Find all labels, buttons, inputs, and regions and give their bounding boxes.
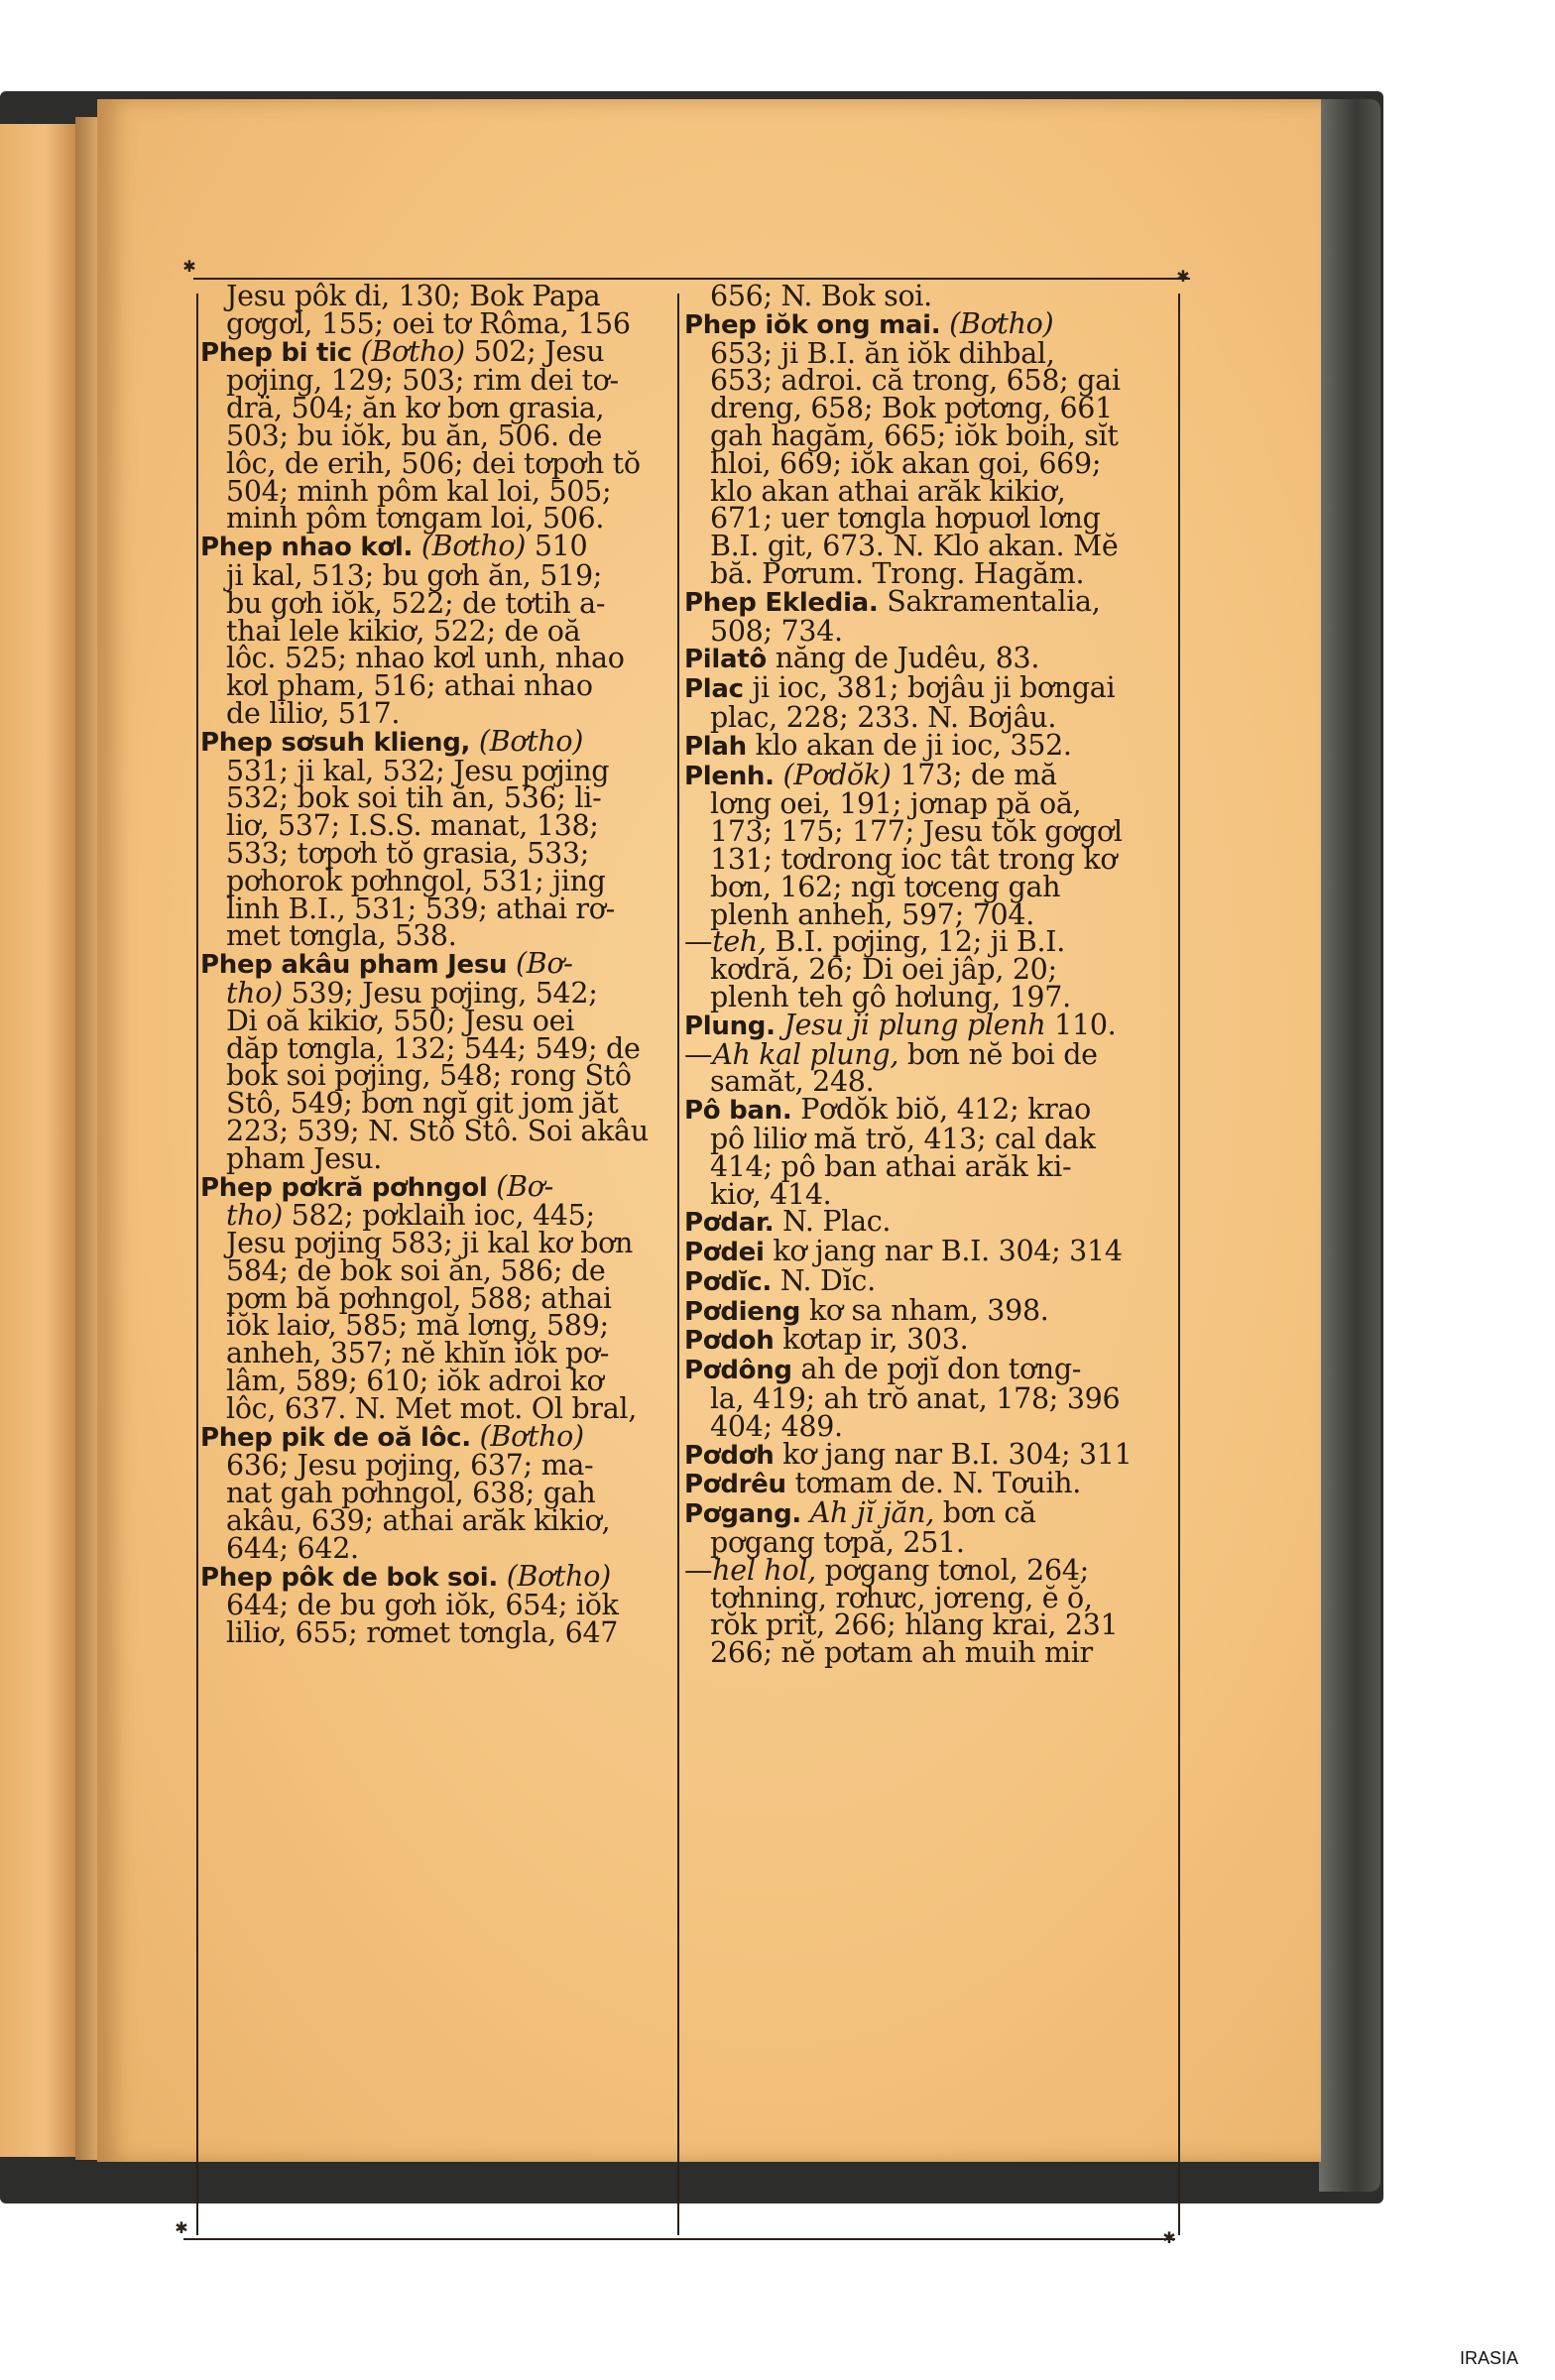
index-entry-line [200, 1477, 674, 1510]
entry-text: pơm bă pơhngol, 588; athai [226, 1281, 612, 1315]
entry-text: Jesu pôk di, 130; Bok Papa [226, 280, 601, 312]
italic-gloss: tho) [226, 976, 283, 1010]
italic-gloss: (Bơtho) [478, 724, 584, 758]
index-entry-line [684, 1382, 1176, 1416]
index-entry-line [684, 556, 1176, 590]
index-entry-line [200, 1337, 674, 1370]
entry-text: akâu, 639; athai arăk kikiơ, [226, 1504, 611, 1538]
index-entry-line [200, 1253, 674, 1287]
index-entry-line [200, 1087, 674, 1121]
index-entry-headword-line [200, 1559, 674, 1593]
entry-text: pơhorok pơhngol, 531; jing [226, 864, 606, 897]
index-entry-line [200, 1365, 674, 1398]
entry-text: tơhning, rơhưc, jơreng, ĕ ŏ, [710, 1581, 1093, 1614]
index-entry-line [200, 1616, 674, 1650]
italic-gloss: (Bơtho) [479, 1419, 584, 1453]
headword: Plenh. [684, 761, 775, 791]
index-entry-line [200, 781, 674, 815]
entry-text: klo akan athai arăk kikiơ, [710, 474, 1066, 508]
entry-text: thai lele kikiơ, 522; de oă [226, 614, 581, 648]
entry-text: pơgang tơpă, 251. [710, 1526, 965, 1560]
index-entry-headword-line [684, 1093, 1176, 1127]
entry-text: 404; 489. [710, 1409, 843, 1443]
entry-text: 110. [1045, 1008, 1117, 1041]
entry-text: dreng, 658; Bok pơtơng, 661 [710, 392, 1113, 425]
index-entry-line [200, 1199, 674, 1233]
index-entry-line [200, 586, 674, 620]
entry-text: lâm, 589; 610; iŏk adroi kơ [226, 1365, 604, 1398]
index-entry-line [200, 809, 674, 843]
index-entry-line [684, 815, 1176, 849]
entry-text: pơgang tơnol, 264; [815, 1553, 1089, 1587]
index-entry-line [200, 364, 674, 398]
entry-text: kơdră, 26; Di oei jâp, 20; [710, 953, 1057, 987]
index-entry-headword-line [684, 1008, 1176, 1041]
headword: Phep Ekledia. [684, 587, 879, 618]
index-entry-headword-line [684, 306, 1176, 340]
headword: Pơdieng [684, 1296, 801, 1327]
index-entry-headword-line [200, 1419, 674, 1453]
right-rule [1178, 294, 1180, 2235]
entry-text: 173; 175; 177; Jesu tŏk gơgơl [710, 815, 1123, 849]
index-entry-headword-line [200, 530, 674, 563]
index-entry-line [200, 502, 674, 536]
entry-text: 653; ji B.I. ăn iŏk dihbal, [710, 336, 1055, 370]
entry-text: ah de pơjĭ don tơng- [800, 1353, 1082, 1386]
headword: Pơdông [684, 1356, 792, 1386]
index-entry-headword-line [684, 1205, 1176, 1239]
corner-ornament-icon: ✱ [1162, 2228, 1176, 2247]
entry-text: 656; N. Bok soi. [710, 280, 932, 312]
index-entry-line [200, 1031, 674, 1065]
entry-text: bơn că [934, 1496, 1036, 1530]
entry-text: met tơngla, 538. [226, 919, 457, 953]
entry-text: liơ, 537; I.S.S. manat, 138; [226, 809, 599, 843]
index-entry-line [200, 892, 674, 925]
headword: Phep pôk de bok soi. [200, 1562, 498, 1593]
index-entry-line [684, 1409, 1176, 1443]
index-entry-line [200, 392, 674, 425]
bottom-rule [183, 2238, 1175, 2240]
headword: Phep akâu pham Jesu [200, 950, 508, 981]
italic-gloss: Ah jĭ jăn, [809, 1496, 935, 1530]
index-entry-line [200, 418, 674, 452]
index-entry-headword-line [200, 947, 674, 981]
headword: Pô ban. [684, 1096, 792, 1127]
index-entry-line [684, 1149, 1176, 1183]
headword: Plac [684, 674, 744, 705]
entry-text: lôc, 637. N. Met mot. Ol bral, [226, 1391, 637, 1425]
dash-marker: — [684, 1553, 713, 1587]
entry-text: kơ sa nham, 398. [808, 1293, 1049, 1327]
index-entry-line [684, 336, 1176, 370]
index-entry-line [684, 1065, 1176, 1099]
entry-text: pơjing, 129; 503; rim dei tơ- [226, 364, 619, 398]
entry-text: linh B.I., 531; 539; athai rơ- [226, 892, 615, 925]
entry-text: kơtap ir, 303. [782, 1323, 969, 1357]
headword: Pơdơh [684, 1440, 775, 1471]
index-entry-line [684, 418, 1176, 452]
headword: Phep pơkră pơhngol [200, 1172, 488, 1203]
index-entry-line [684, 502, 1176, 536]
index-entry-line [200, 1504, 674, 1538]
index-entry-line [684, 1177, 1176, 1211]
entry-text: lôc. 525; nhao kơl unh, nhao [226, 642, 625, 675]
index-entry-line [684, 364, 1176, 398]
index-entry-line [200, 1114, 674, 1147]
entry-text: kơl pham, 516; athai nhao [226, 669, 593, 703]
entry-text: pham Jesu. [226, 1141, 383, 1175]
index-entry-line [684, 842, 1176, 876]
headword: Pilatô [684, 645, 767, 675]
index-entry-headword-line [684, 642, 1176, 675]
entry-text: bu gơh iŏk, 522; de tơtih a- [226, 586, 606, 620]
index-entry-line [200, 1141, 674, 1175]
index-entry-headword-line [684, 1323, 1176, 1357]
headword: Phep sơsuh klieng, [200, 727, 471, 758]
index-entry-line [684, 870, 1176, 903]
index-entry-headword-line [684, 671, 1176, 705]
index-entry-headword-line [684, 1293, 1176, 1327]
index-entry-line [200, 1391, 674, 1425]
index-entry-headword-line [684, 1437, 1176, 1471]
entry-text: bă. Pơrum. Trong. Hagăm. [710, 556, 1085, 590]
left-rule [196, 294, 198, 2235]
book-spine-edge [1319, 99, 1380, 2192]
headword: Pơdei [684, 1238, 765, 1268]
entry-text: 508; 734. [710, 614, 843, 648]
entry-text: kơ jang nar B.I. 304; 311 [782, 1437, 1133, 1471]
index-entry-line [200, 1281, 674, 1315]
index-entry-line [200, 669, 674, 703]
entry-text: liliơ, 655; rơmet tơngla, 647 [226, 1616, 619, 1650]
index-entry-line [684, 392, 1176, 425]
index-entry-line [200, 1059, 674, 1093]
entry-text: 510 [526, 530, 588, 563]
entry-text: minh pôm tơngam loi, 506. [226, 502, 605, 536]
entry-text: B.I. pơjing, 12; ji B.I. [766, 925, 1066, 959]
entry-text: bok soi pơjing, 548; rong Stô [226, 1059, 632, 1093]
entry-text: plenh teh gô hơlung, 197. [710, 980, 1071, 1013]
entry-text: Jesu pơjing 583; ji kal kơ bơn [226, 1227, 634, 1260]
index-entry-line [684, 1122, 1176, 1155]
headword: Phep iŏk ong mai. [684, 309, 941, 340]
headword: Pơdar. [684, 1208, 775, 1239]
dash-marker: — [684, 1037, 713, 1071]
corner-ornament-icon: ✱ [182, 257, 196, 276]
entry-text: Di oă kikiơ, 550; Jesu oei [226, 1004, 575, 1037]
index-entry-line [684, 446, 1176, 480]
italic-gloss: hel hol, [712, 1553, 816, 1587]
index-entry-headword-line [684, 584, 1176, 618]
italic-gloss: tho) [226, 1199, 283, 1233]
index-entry-line [200, 474, 674, 508]
index-entry-line [200, 864, 674, 897]
index-entry-headword-line [200, 724, 674, 758]
entry-text: gah hagăm, 665; iŏk boih, sĭt [710, 418, 1119, 452]
italic-gloss: (Pơdŏk) [782, 758, 892, 791]
entry-text: dăp tơngla, 132; 544; 549; de [226, 1031, 641, 1065]
index-entry-line [684, 925, 1176, 959]
index-entry-line [200, 1589, 674, 1622]
entry-text: de liliơ, 517. [226, 696, 401, 730]
index-entry-line [684, 1526, 1176, 1560]
headword: Phep bi tic [200, 337, 352, 368]
index-column-right [684, 280, 1176, 1670]
index-entry-line [200, 306, 674, 340]
italic-gloss: (Bơtho) [360, 334, 465, 368]
entry-text: nat gah pơhngol, 638; gah [226, 1477, 596, 1510]
index-entry-line [684, 980, 1176, 1013]
index-entry-line [200, 976, 674, 1010]
italic-gloss: (Bơtho) [420, 530, 527, 563]
index-entry-line [200, 614, 674, 648]
index-entry-line [684, 953, 1176, 987]
index-entry-line [200, 1227, 674, 1260]
entry-text: rŏk prit, 266; hlang krai, 231 [710, 1608, 1119, 1642]
entry-text: ji ioc, 381; bơjâu ji bơngai [752, 671, 1116, 705]
index-entry-line [684, 280, 1176, 312]
index-entry-headword-line [684, 1467, 1176, 1500]
entry-text: 173; de mă [891, 758, 1057, 791]
headword: Plah [684, 731, 747, 762]
index-entry-line [684, 530, 1176, 563]
index-entry-line [200, 280, 674, 312]
entry-text: 582; pơklaih ioc, 445; [282, 1199, 595, 1233]
entry-text: hloi, 669; iŏk akan goi, 669; [710, 446, 1102, 480]
index-entry-line [200, 642, 674, 675]
entry-text: 533; tơpơh tŏ grasia, 533; [226, 836, 590, 870]
index-entry-headword-line [200, 334, 674, 368]
index-entry-line [684, 1636, 1176, 1670]
index-entry-line [200, 919, 674, 953]
entry-text: 504; minh pôm kal loi, 505; [226, 474, 612, 508]
headword: Phep pik de oă lôc. [200, 1422, 471, 1453]
entry-text: lơng oei, 191; jơnap pă oă, [710, 787, 1082, 821]
watermark: IRASIA [1460, 2348, 1519, 2368]
column-divider [677, 294, 679, 2235]
entry-text: ji kal, 513; bu gơh ăn, 519; [226, 558, 603, 592]
entry-text: lôc, de erih, 506; dei tơpơh tŏ [226, 446, 641, 480]
entry-text: 223; 539; N. Stô Stô. Soi akâu [226, 1114, 649, 1147]
entry-text: 671; uer tơngla hơpuơl lơng [710, 502, 1101, 536]
entry-text: 131; tơdrong ioc tât trong kơ [710, 842, 1118, 876]
entry-text: 414; pô ban athai arăk ki- [710, 1149, 1072, 1183]
entry-text: Sakramentalia, [887, 584, 1101, 618]
index-entry-line [684, 1581, 1176, 1614]
entry-text: iŏk laiơ, 585; mă lơng, 589; [226, 1309, 609, 1343]
entry-text: 644; de bu gơh iŏk, 654; iŏk [226, 1589, 619, 1622]
headword: Pơgang. [684, 1499, 801, 1530]
index-entry-headword-line [684, 1235, 1176, 1268]
entry-text: anheh, 357; nĕ khĭn iŏk pơ- [226, 1337, 610, 1370]
index-entry-line [684, 1608, 1176, 1642]
index-column-left [200, 280, 674, 1650]
entry-text: tơmam de. N. Tơuih. [794, 1467, 1081, 1500]
entry-text: 539; Jesu pơjing, 542; [282, 976, 598, 1010]
italic-gloss: Ah kal plung, [712, 1037, 899, 1071]
headword: Pơdĭc. [684, 1266, 772, 1297]
entry-text: 653; adroi. că trong, 658; gai [710, 364, 1121, 398]
index-entry-line [200, 836, 674, 870]
index-entry-line [200, 558, 674, 592]
entry-text: klo akan de ji ioc, 352. [755, 728, 1072, 762]
index-entry-headword-line [684, 1263, 1176, 1297]
entry-text: la, 419; ah trŏ anat, 178; 396 [710, 1382, 1121, 1416]
index-entry-headword-line [684, 758, 1176, 791]
index-entry-line [200, 1004, 674, 1037]
entry-text: 644; 642. [226, 1531, 359, 1565]
italic-gloss: Jesu ji plung plenh [783, 1008, 1046, 1041]
entry-text: kơ jang nar B.I. 304; 314 [773, 1235, 1123, 1268]
entry-text: drä, 504; ăn kơ bơn grasia, [226, 392, 605, 425]
entry-text: 531; ji kal, 532; Jesu pơjing [226, 754, 610, 787]
headword: Pơdoh [684, 1326, 775, 1357]
italic-gloss: teh, [712, 925, 767, 959]
index-entry-line [200, 1309, 674, 1343]
headword: Plung. [684, 1011, 776, 1041]
italic-gloss: (Bơtho) [949, 306, 1054, 340]
headword: Phep nhao kơl. [200, 533, 414, 563]
entry-text: B.I. git, 673. N. Klo akan. Mĕ [710, 530, 1119, 563]
index-entry-line [200, 696, 674, 730]
entry-text: 503; bu iŏk, bu ăn, 506. de [226, 418, 603, 452]
entry-text: N. Dĭc. [779, 1263, 876, 1297]
index-entry-line [200, 754, 674, 787]
entry-text: bơn nĕ boi de [898, 1037, 1098, 1071]
index-entry-line [200, 446, 674, 480]
entry-text: Stô, 549; bơn ngĭ git jom jăt [226, 1087, 619, 1121]
entry-text: kiơ, 414. [710, 1177, 832, 1211]
entry-text: 584; de bok soi ăn, 586; de [226, 1253, 606, 1287]
entry-text: samăt, 248. [710, 1065, 875, 1099]
entry-text: 266; nĕ pơtam ah muih mir [710, 1636, 1093, 1670]
corner-ornament-icon: ✱ [1176, 267, 1190, 286]
index-entry-line [684, 700, 1176, 734]
entry-text: N. Plac. [782, 1205, 892, 1239]
index-entry-line [200, 1449, 674, 1483]
entry-text: Pơdŏk biŏ, 412; krao [800, 1093, 1091, 1127]
entry-text: pô liliơ mă trŏ, 413; cal dak [710, 1122, 1096, 1155]
corner-ornament-icon: ✱ [175, 2218, 188, 2237]
entry-text: 532; bok soi tih ăn, 536; li- [226, 781, 602, 815]
entry-text: plac, 228; 233. N. Bơjâu. [710, 700, 1057, 734]
index-entry-line [684, 474, 1176, 508]
italic-gloss: (Bơtho) [506, 1559, 611, 1593]
italic-gloss: (Bơ- [515, 947, 573, 981]
index-entry-headword-line [684, 728, 1176, 762]
entry-text: gơgơl, 155; oei tơ Rôma, 156 [226, 306, 631, 340]
index-entry-headword-line [684, 1353, 1176, 1386]
entry-text: 502; Jesu [464, 334, 605, 368]
index-entry-headword-line [200, 1169, 674, 1203]
index-entry-line [684, 614, 1176, 648]
dash-marker: — [684, 925, 713, 959]
italic-gloss: (Bơ- [496, 1169, 553, 1203]
facing-page-edge [0, 124, 75, 2157]
index-entry-line [684, 1553, 1176, 1587]
entry-text: năng de Judêu, 83. [775, 642, 1040, 675]
index-entry-line [684, 897, 1176, 931]
entry-text: plenh anheh, 597; 704. [710, 897, 1034, 931]
index-entry-line [200, 1531, 674, 1565]
entry-text: bơn, 162; ngĭ tơceng gah [710, 870, 1061, 903]
entry-text: 636; Jesu pơjing, 637; ma- [226, 1449, 594, 1483]
index-entry-line [684, 1037, 1176, 1071]
headword: Pơdrêu [684, 1470, 786, 1500]
index-entry-line [684, 787, 1176, 821]
page-gutter [75, 117, 97, 2160]
index-entry-headword-line [684, 1496, 1176, 1530]
